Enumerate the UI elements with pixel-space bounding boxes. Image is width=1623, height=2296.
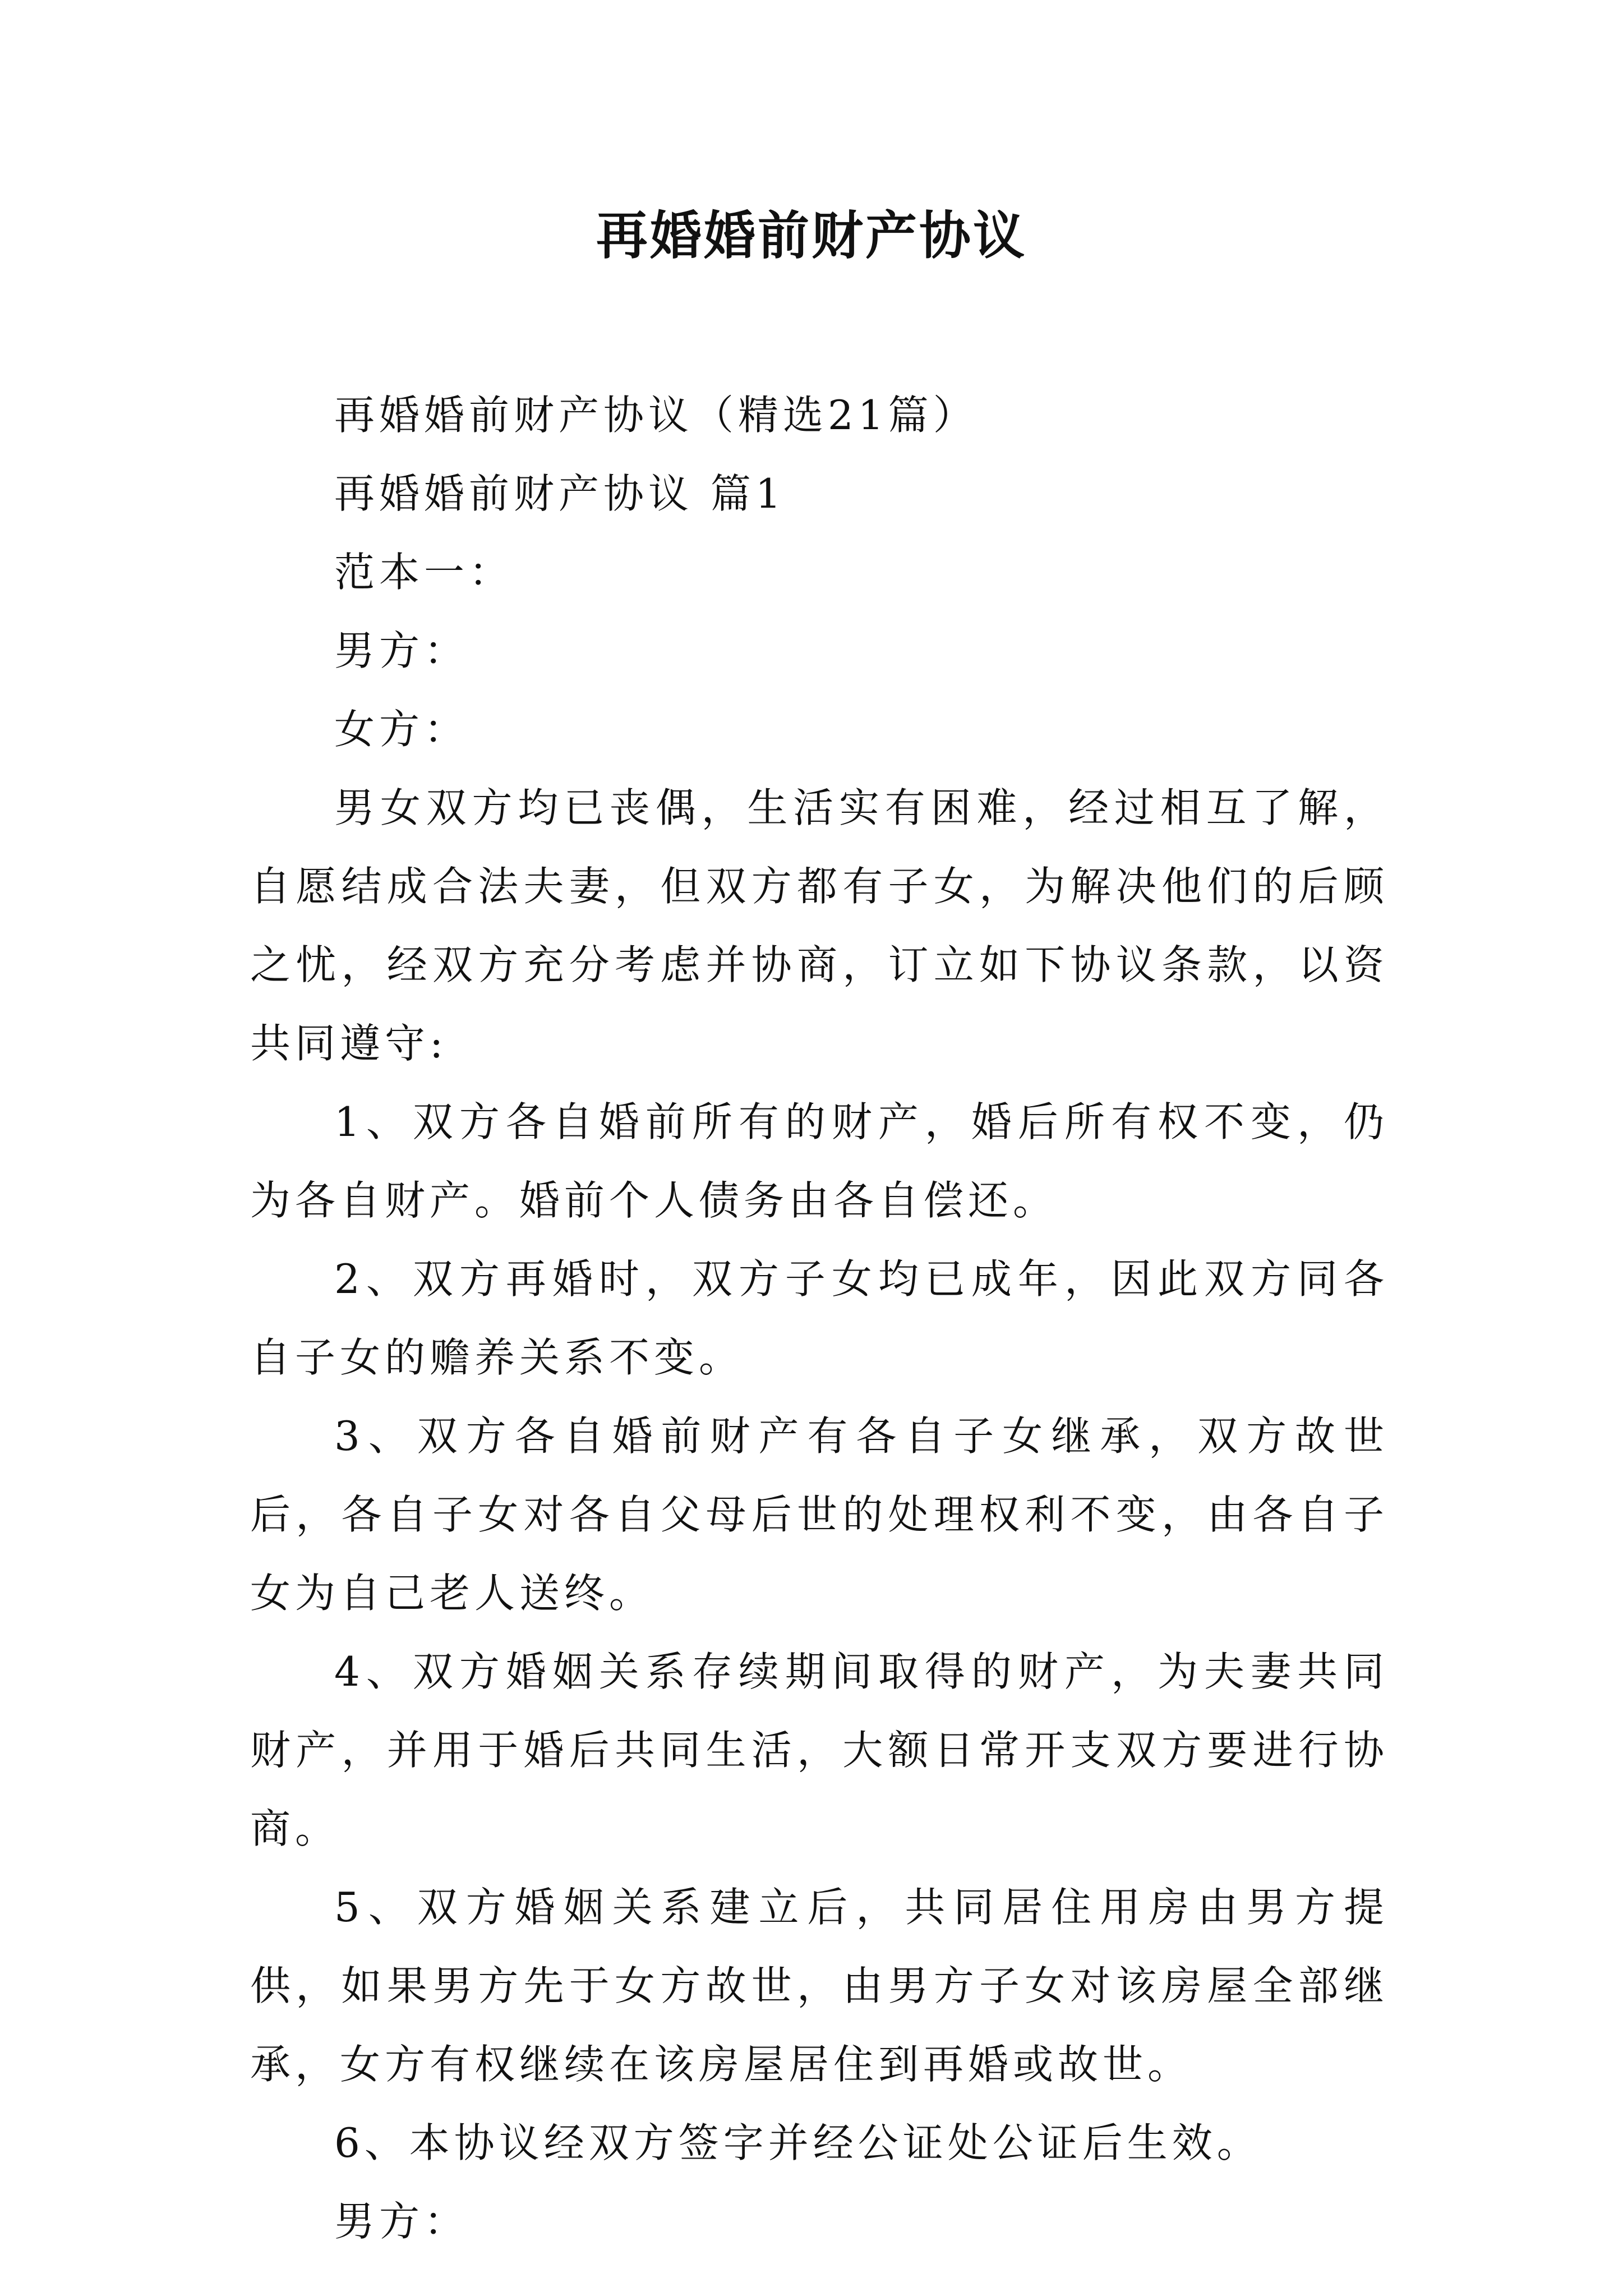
template-label: 范本一： [334, 549, 514, 596]
document-title: 再婚婚前财产协议 [596, 205, 1027, 266]
section-heading: 再婚婚前财产协议 篇1 [334, 470, 786, 517]
party-female-label: 女方： [334, 706, 469, 753]
collection-heading: 再婚婚前财产协议（精选21篇） [334, 392, 978, 439]
clause-6: 6、本协议经双方签字并经公证处公证后生效。 [334, 2119, 1262, 2166]
clause-1: 1、双方各自婚前所有的财产，婚后所有权不变，仍为各自财产。婚前个人债务由各自偿还。 [250, 1098, 1389, 1224]
clause-3: 3、双方各自婚前财产有各自子女继承，双方故世后，各自子女对各自父母后世的处理权利不变，由各自子女为自己老人送终。 [250, 1412, 1389, 1617]
preamble-paragraph: 男女双方均已丧偶，生活实有困难，经过相互了解，自愿结成合法夫妻，但双方都有子女，为解决他们的后顾之忧，经双方充分考虑并协商，订立如下协议条款，以资共同遵守: [250, 784, 1389, 1067]
document-body [250, 376, 1389, 2261]
party-male-label: 男方： [334, 627, 469, 674]
clause-2: 2、双方再婚时，双方子女均已成年，因此双方同各自子女的赡养关系不变。 [250, 1255, 1389, 1381]
signature-male-label: 男方： [334, 2198, 469, 2245]
clause-4: 4、双方婚姻关系存续期间取得的财产，为夫妻共同财产，并用于婚后共同生活，大额日常开支双方要进行协商。 [250, 1648, 1389, 1852]
clause-5: 5、双方婚姻关系建立后，共同居住用房由男方提供，如果男方先于女方故世，由男方子女对该房屋全部继承，女方有权继续在该房屋居住到再婚或故世。 [250, 1884, 1389, 2088]
